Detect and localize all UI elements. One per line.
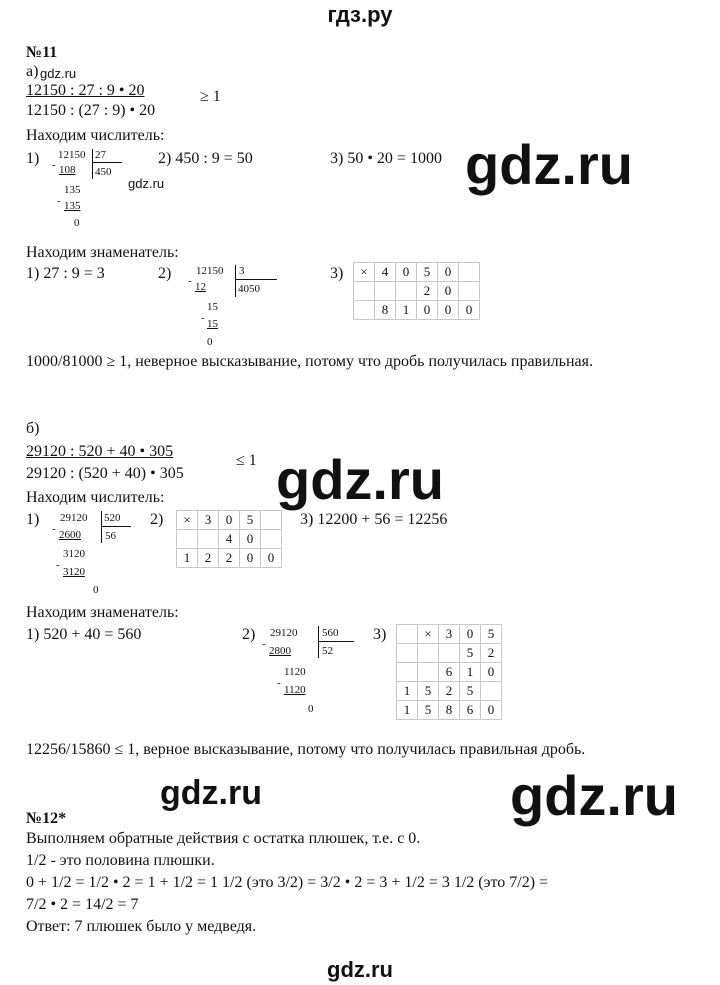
watermark: gdz.ru [510,764,678,827]
step-label: 2) [242,626,256,643]
part-a-den-step1: 1) 27 : 9 = 3 [26,265,105,282]
multiplication-grid-b1: × 3 0 5 4 0 1 2 2 0 0 [176,510,282,568]
watermark: gdz.ru [276,448,444,511]
part-b-expr-numerator: 29120 : 520 + 40 • 305 [26,443,174,460]
site-header: гдз.ру [327,2,393,27]
part-a-den-heading: Находим знаменатель: [26,244,179,261]
part-a-num-step3: 3) 50 • 20 = 1000 [330,150,442,167]
task-12-line1: Выполняем обратные действия с остатка плюшек, т.е. с 0. [26,830,421,847]
part-a-expr-numerator: 12150 : 27 : 9 • 20 [26,82,145,99]
part-a-label: а) [26,63,39,80]
site-footer: gdz.ru [327,957,393,982]
multiplication-grid-b2: × 3 0 5 5 2 6 1 0 1 5 2 5 1 5 8 6 0 [396,624,502,720]
part-a-expr-denominator: 12150 : (27 : 9) • 20 [26,102,156,119]
part-b-den-heading: Находим знаменатель: [26,604,179,621]
watermark: gdz.ru [160,774,262,812]
part-b-expr-denominator: 29120 : (520 + 40) • 305 [26,465,184,482]
part-b-inequality: ≤ 1 [236,452,257,469]
part-a-num-heading: Находим числитель: [26,127,165,144]
step-label: 3) [373,626,387,643]
watermark: gdz.ru [40,66,77,81]
multiplication-grid-a: × 4 0 5 0 2 0 8 1 0 0 0 [353,262,480,320]
task-12-number: №12* [26,810,67,827]
task-12-answer: Ответ: 7 плюшек было у медведя. [26,918,257,935]
part-b-conclusion: 12256/15860 ≤ 1, верное высказывание, потому что получилась правильная дробь. [26,741,586,758]
task-11-number: №11 [26,44,58,61]
task-12-line3: 0 + 1/2 = 1/2 • 2 = 1 + 1/2 = 1 1/2 (это 3/2) = 3/2 • 2 = 3 + 1/2 = 3 1/2 (это 7/2) = [26,874,549,891]
watermark: gdz.ru [465,133,633,196]
part-a-inequality: ≥ 1 [200,88,221,105]
step-label: 3) [330,265,344,282]
step-label: 1) [26,511,40,528]
part-a-num-step2: 2) 450 : 9 = 50 [158,150,253,167]
part-b-num-step3: 3) 12200 + 56 = 12256 [300,511,448,528]
step-label: 1) [26,150,40,167]
task-12-line4: 7/2 • 2 = 14/2 = 7 [26,896,139,913]
step-label: 2) [158,265,172,282]
part-a-conclusion: 1000/81000 ≥ 1, неверное высказывание, потому что дробь получилась правильная. [26,353,593,370]
part-b-label: б) [26,420,40,437]
step-label: 2) [150,511,164,528]
part-b-den-step1: 1) 520 + 40 = 560 [26,626,142,643]
watermark: gdz.ru [128,176,165,191]
task-12-line2: 1/2 - это половина плюшки. [26,852,215,869]
part-b-num-heading: Находим числитель: [26,489,165,506]
